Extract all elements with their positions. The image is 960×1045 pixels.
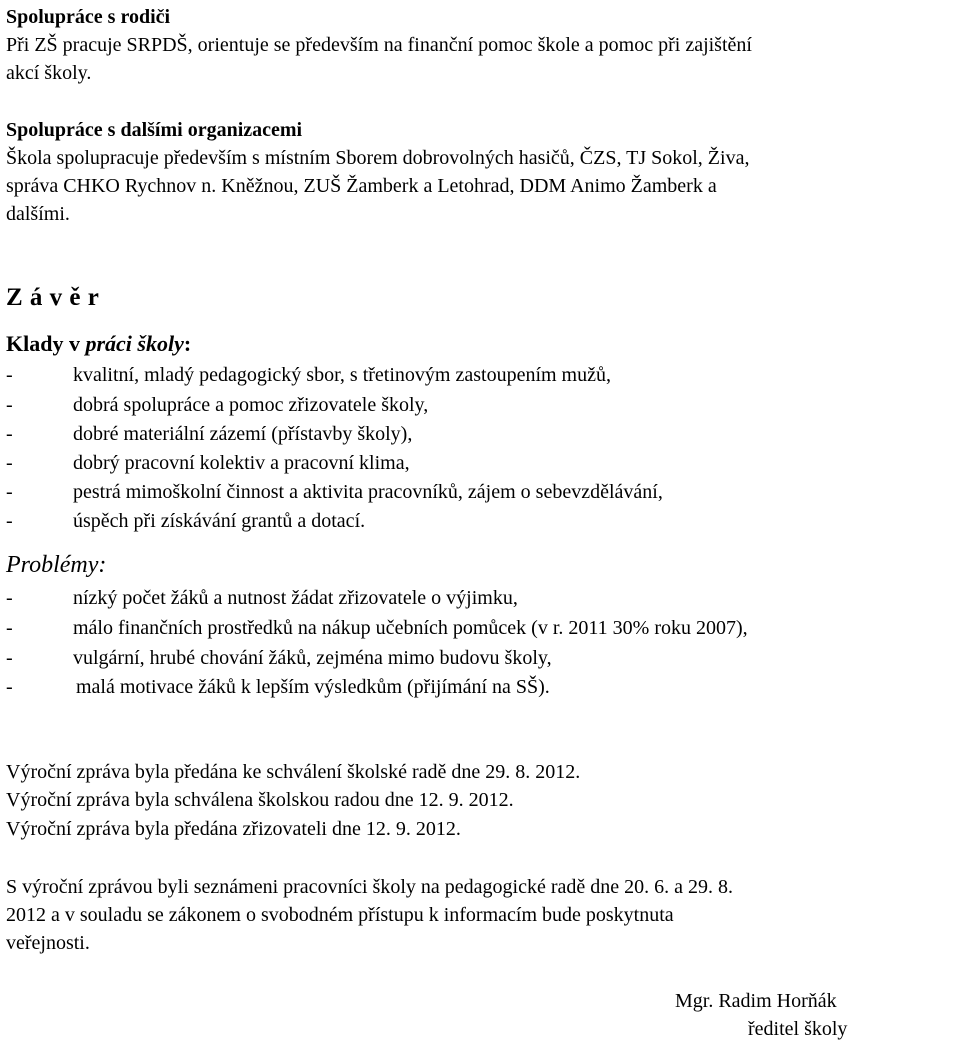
- pros-item: [6, 395, 906, 417]
- staff-line-1: S výroční zprávou byli seznámeni pracovníci školy na pedagogické radě dne 20. 6. a 29. 8.: [6, 876, 734, 898]
- problems-item: [6, 677, 946, 699]
- organizations-text-line-1: Škola spolupracuje především s místním Sborem dobrovolných hasičů, ČZS, TJ Sokol, Živa,: [6, 147, 750, 169]
- organizations-text-line-2: správa CHKO Rychnov n. Kněžnou, ZUŠ Žamberk a Letohrad, DDM Animo Žamberk a: [6, 175, 717, 197]
- report-line-3: Výroční zpráva byla předána zřizovateli dne 12. 9. 2012.: [6, 818, 461, 840]
- list-dash: -: [6, 394, 13, 416]
- problems-item: [6, 648, 946, 670]
- list-dash: -: [6, 364, 13, 386]
- problems-item-text: malá motivace žáků k lepším výsledkům (přijímání na SŠ).: [76, 676, 550, 698]
- signature-name: Mgr. Radim Horňák: [675, 990, 837, 1012]
- list-dash: -: [6, 481, 13, 503]
- pros-item-text: pestrá mimoškolní činnost a aktivita pracovníků, zájem o sebevzdělávání,: [73, 481, 663, 503]
- list-dash: -: [6, 452, 13, 474]
- organizations-heading: Spolupráce s dalšími organizacemi: [6, 119, 303, 141]
- parents-text-line-1: Při ZŠ pracuje SRPDŠ, orientuje se především na finanční pomoc škole a pomoc při zajištění: [6, 34, 752, 56]
- problems-heading: Problémy:: [6, 552, 107, 578]
- list-dash: -: [6, 617, 13, 639]
- problems-item-text: nízký počet žáků a nutnost žádat zřizovatele o výjimku,: [73, 587, 518, 609]
- problems-item: [6, 618, 946, 640]
- parents-heading: Spolupráce s rodiči: [6, 6, 171, 28]
- pros-item-text: úspěch při získávání grantů a dotací.: [73, 510, 366, 532]
- conclusion-title: Z á v ě r: [6, 284, 100, 311]
- staff-line-3: veřejnosti.: [6, 932, 90, 954]
- pros-heading-italic: práci školy: [85, 331, 184, 356]
- list-dash: -: [6, 647, 13, 669]
- list-dash: -: [6, 510, 13, 532]
- pros-heading-prefix: Klady v: [6, 331, 86, 356]
- pros-item: [6, 453, 906, 475]
- list-dash: -: [6, 587, 13, 609]
- organizations-text-line-3: dalšími.: [6, 203, 70, 225]
- parents-text-line-2: akcí školy.: [6, 62, 92, 84]
- pros-item: [6, 365, 906, 387]
- problems-item-text: málo finančních prostředků na nákup učebních pomůcek (v r. 2011 30% roku 2007),: [73, 617, 748, 639]
- pros-item-text: kvalitní, mladý pedagogický sbor, s třetinovým zastoupením mužů,: [73, 364, 611, 386]
- pros-item: [6, 482, 906, 504]
- pros-item: [6, 424, 906, 446]
- staff-line-2: 2012 a v souladu se zákonem o svobodném přístupu k informacím bude poskytnuta: [6, 904, 674, 926]
- report-line-1: Výroční zpráva byla předána ke schválení školské radě dne 29. 8. 2012.: [6, 761, 581, 783]
- pros-heading-suffix: :: [183, 331, 192, 356]
- problems-item-text: vulgární, hrubé chování žáků, zejména mimo budovu školy,: [73, 647, 552, 669]
- list-dash: -: [6, 676, 13, 698]
- problems-item: [6, 588, 946, 610]
- pros-heading: [6, 333, 191, 355]
- pros-item-text: dobré materiální zázemí (přístavby školy),: [73, 423, 413, 445]
- pros-item-text: dobrý pracovní kolektiv a pracovní klima,: [73, 452, 410, 474]
- pros-item-text: dobrá spolupráce a pomoc zřizovatele školy,: [73, 394, 429, 416]
- pros-item: [6, 511, 906, 533]
- list-dash: -: [6, 423, 13, 445]
- report-line-2: Výroční zpráva byla schválena školskou radou dne 12. 9. 2012.: [6, 789, 514, 811]
- signature-role: ředitel školy: [748, 1018, 848, 1040]
